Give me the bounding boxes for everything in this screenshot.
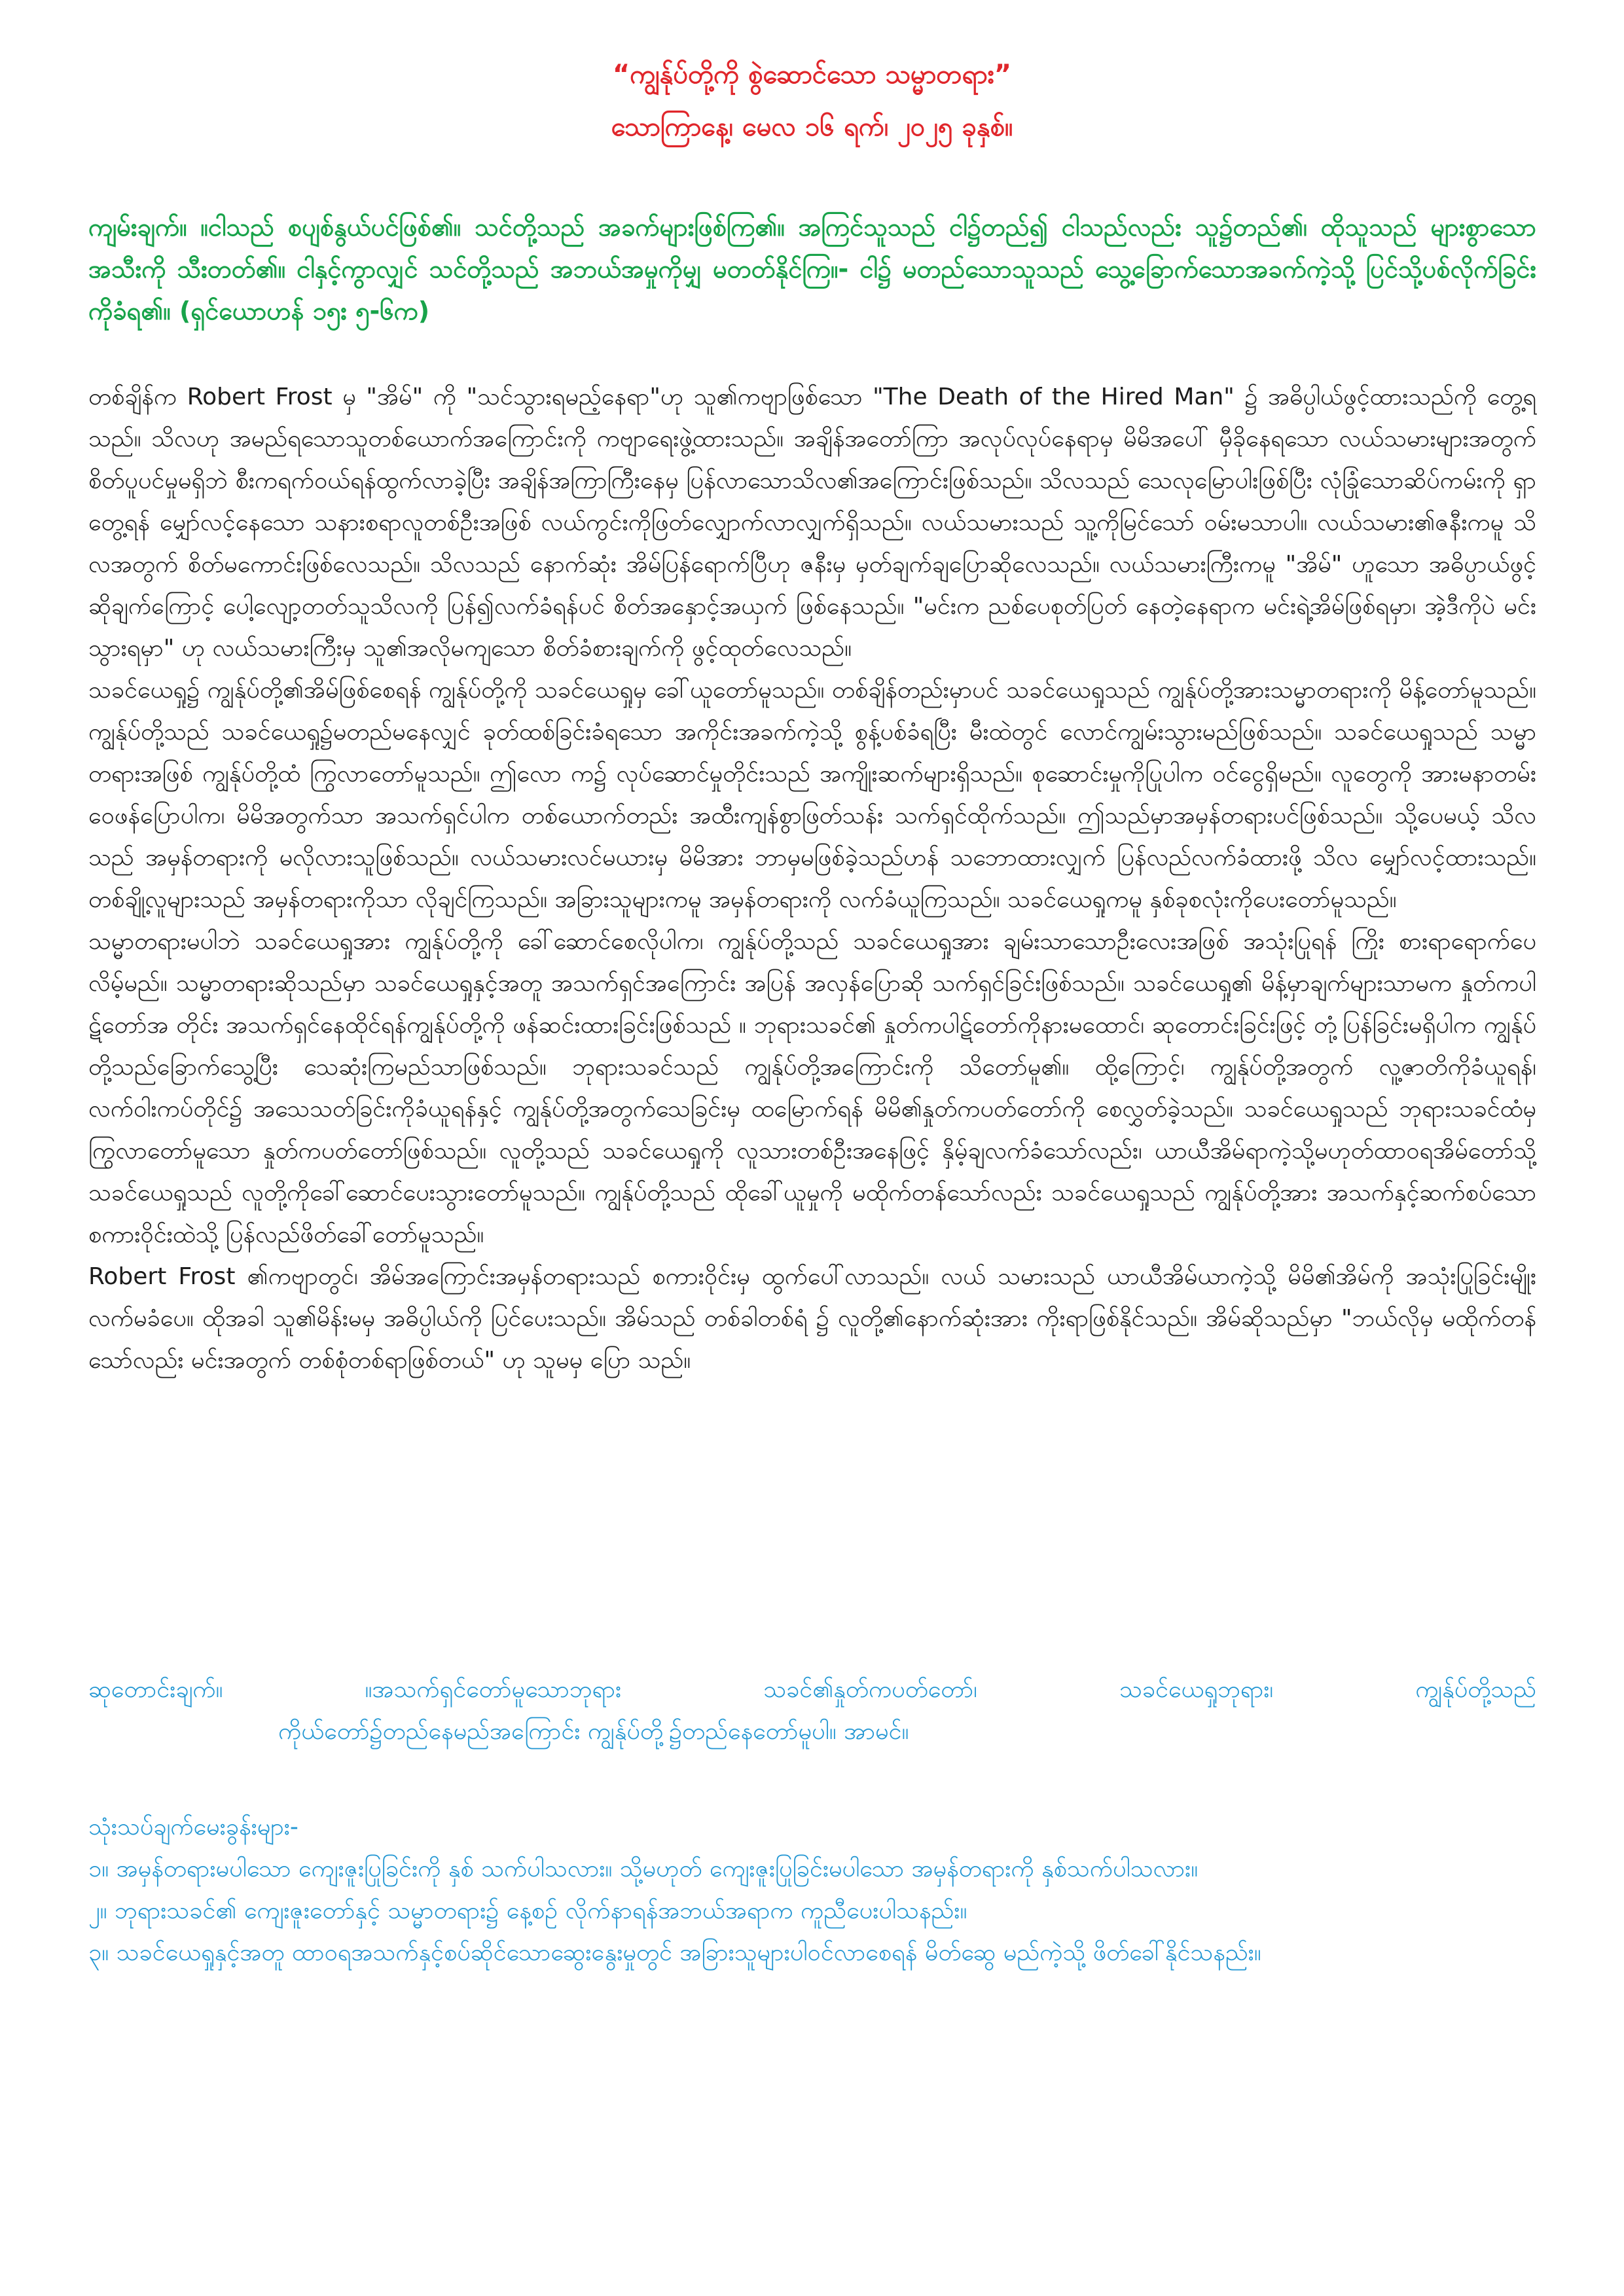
question-item: ၃။ သခင်ယေရှုနှင့်အတူ ထာဝရအသက်နှင့်စပ်ဆိုင်သောဆွေးနွေးမှုတွင် အခြားသူများပါဝင်လာစေရန် မိတ်ဆွေ မည်ကဲ့သို့ ဖိတ်ခေါ်နိုင်သနည်း။ xyxy=(88,1939,1261,1966)
questions-heading: သုံးသပ်ချက်မေးခွန်းများ- xyxy=(88,1814,298,1840)
prayer-part: ကျွန်ုပ်တို့သည် xyxy=(1415,1676,1536,1703)
prayer-continuation: ကိုယ်တော်၌တည်နေမည်အကြောင်း ကျွန်ုပ်တို့၌တည်နေတော်မူပါ။ အာမင်။ xyxy=(278,1718,909,1745)
prayer-part: ။အသက်ရှင်တော်မူသောဘုရား xyxy=(365,1676,622,1703)
body-paragraph: တစ်ချိန်က Robert Frost မှ "အိမ်" ကို "သင်သွားရမည့်နေရာ"ဟု သူ၏ကဗျာဖြစ်သော "The Death of the Hired Man" ၌ အဓိပ္ပါယ်ဖွင့်ထားသည်ကို တွေ့ရသည်။ သိလဟု အမည်ရသောသူတစ်ယောက်အကြောင်းကို ကဗျာရေးဖွဲ့ထားသည်။ အချိန်အတော်ကြာ အလုပ်လုပ်နေရာမှ မိမိအပေါ် မှီခိုနေရသော လယ်သမားများအတွက် စိတ်ပူပင်မှုမရှိဘဲ စီးကရက်ဝယ်ရန်ထွက်လာခဲ့ပြီး အချိန်အကြာကြီးနေမှ ပြန်လာသောသိလ၏အကြောင်းဖြစ်သည်။ သိလသည် သေလုမြောပါးဖြစ်ပြီး လုံခြုံသောဆိပ်ကမ်းကို ရှာတွေ့ရန် မျှော်လင့်နေသော သနားစရာလူတစ်ဦးအဖြစ် လယ်ကွင်းကိုဖြတ်လျှောက်လာလျှက်ရှိသည်။ လယ်သမားသည် သူ့ကိုမြင်သော် ဝမ်းမသာပါ။ လယ်သမား၏ဇနီးကမူ သိလအတွက် စိတ်မကောင်းဖြစ်လေသည်။ သိလသည် နောက်ဆုံး အိမ်ပြန်ရောက်ပြီဟု ဇနီးမှ မှတ်ချက်ချပြောဆိုလေသည်။ လယ်သမားကြီးကမူ "အိမ်" ဟူသော အဓိပ္ပာယ်ဖွင့်ဆိုချက်ကြောင့် ပေါ့လျော့တတ်သူသိလကို ပြန်၍လက်ခံရန်ပင် စိတ်အနှောင့်အယှက် ဖြစ်နေသည်။ "မင်းက ညစ်ပေစုတ်ပြတ် နေတဲ့နေရာက မင်းရဲ့အိမ်ဖြစ်ရမှာ၊ အဲ့ဒီကိုပဲ မင်းသွားရမှာ" ဟု လယ်သမားကြီးမှ သူ၏အလိုမကျသော စိတ်ခံစားချက်ကို ဖွင့်ထုတ်လေသည်။ xyxy=(88,384,1536,662)
prayer-label: ဆုတောင်းချက်။ xyxy=(88,1676,223,1703)
page-title: “ကျွန်ုပ်တို့ကို စွဲဆောင်သော သမ္မာတရား” xyxy=(612,60,1012,90)
prayer-section xyxy=(88,1669,1536,1753)
body-paragraph: သခင်ယေရှု၌ ကျွန်ုပ်တို့၏အိမ်ဖြစ်စေရန် ကျွန်ုပ်တို့ကို သခင်ယေရှုမှ ခေါ်ယူတော်မူသည်။ တစ်ချိန်တည်းမှာပင် သခင်ယေရှုသည် ကျွန်ုပ်တို့အားသမ္မာတရားကို မိန့်တော်မူသည်။ ကျွန်ုပ်တို့သည် သခင်ယေရှု၌မတည်မနေလျှင် ခုတ်ထစ်ခြင်းခံရသော အကိုင်းအခက်ကဲ့သို့ စွန့်ပစ်ခံရပြီး မီးထဲတွင် လောင်ကျွမ်းသွားမည်ဖြစ်သည်။ သခင်ယေရှုသည် သမ္မာတရားအဖြစ် ကျွန်ုပ်တို့ထံ ကြွလာတော်မူသည်။ ဤလော က၌ လုပ်ဆောင်မှုတိုင်းသည် အကျိုးဆက်များရှိသည်။ စုဆောင်းမှုကိုပြုပါက ဝင်ငွေရှိမည်။ လူတွေကို အားမနာတမ်းဝေဖန်ပြောပါက၊ မိမိအတွက်သာ အသက်ရှင်ပါက တစ်ယောက်တည်း အထီးကျန်စွာဖြတ်သန်း သက်ရှင်ထိုက်သည်။ ဤသည်မှာအမှန်တရားပင်ဖြစ်သည်။ သို့ပေမယ့် သိလသည် အမှန်တရားကို မလိုလားသူဖြစ်သည်။ လယ်သမားလင်မယားမှ မိမိအား ဘာမှမဖြစ်ခဲ့သည်ဟန် သဘောထားလျှက် ပြန်လည်လက်ခံထားဖို့ သိလ မျှော်လင့်ထားသည်။ တစ်ချို့လူများသည် အမှန်တရားကိုသာ လိုချင်ကြသည်။ အခြားသူများကမူ အမှန်တရားကို လက်ခံယူကြသည်။ သခင်ယေရှုကမူ နှစ်ခုစလုံးကိုပေးတော်မူသည်။ xyxy=(88,677,1536,913)
question-item: ၁။ အမှန်တရားမပါသော ကျေးဇူးပြုခြင်းကို နှစ် သက်ပါသလား။ သို့မဟုတ် ကျေးဇူးပြုခြင်းမပါသော အမှန်တရားကို နှစ်သက်ပါသလား။ xyxy=(88,1856,1199,1882)
body-paragraph: သမ္မာတရားမပါဘဲ သခင်ယေရှုအား ကျွန်ုပ်တို့ကို ခေါ်ဆောင်စေလိုပါက၊ ကျွန်ုပ်တို့သည် သခင်ယေရှုအား ချမ်းသာသောဦးလေးအဖြစ် အသုံးပြုရန် ကြိုး စားရာရောက်ပေလိမ့်မည်။ သမ္မာတရားဆိုသည်မှာ သခင်ယေရှုနှင့်အတူ အသက်ရှင်အကြောင်း အပြန် အလှန်ပြောဆို သက်ရှင်ခြင်းဖြစ်သည်။ သခင်ယေရှု၏ မိန့်မှာချက်များသာမက နှုတ်ကပါဋ်တော်အ တိုင်း အသက်ရှင်နေထိုင်ရန်ကျွန်ုပ်တို့ကို ဖန်ဆင်းထားခြင်းဖြစ်သည် ။ ဘုရားသခင်၏ နှုတ်ကပါဋ်တော်ကိုနားမထောင်၊ ဆုတောင်းခြင်းဖြင့် တုံ့ပြန်ခြင်းမရှိပါက ကျွန်ုပ်တို့သည်ခြောက်သွေ့ပြီး သေဆုံးကြမည်သာဖြစ်သည်။ ဘုရားသခင်သည် ကျွန်ုပ်တို့အကြောင်းကို သိတော်မူ၏။ ထို့ကြောင့်၊ ကျွန်ုပ်တို့အတွက် လူ့ဇာတိကိုခံယူရန်၊ လက်ဝါးကပ်တိုင်၌ အသေသတ်ခြင်းကိုခံယူရန်နှင့် ကျွန်ုပ်တို့အတွက်သေခြင်းမှ ထမြောက်ရန် မိမိ၏နှုတ်ကပတ်တော်ကို စေလွှတ်ခဲ့သည်။ သခင်ယေရှုသည် ဘုရားသခင်ထံမှ ကြွလာတော်မူသော နှုတ်ကပတ်တော်ဖြစ်သည်။ လူတို့သည် သခင်ယေရှုကို လူသားတစ်ဦးအနေဖြင့် နှိမ့်ချလက်ခံသော်လည်း၊ ယာယီအိမ်ရာကဲ့သို့မဟုတ်ထာဝရအိမ်တော်သို့ သခင်ယေရှုသည် လူတို့ကိုခေါ်ဆောင်ပေးသွားတော်မူသည်။ ကျွန်ုပ်တို့သည် ထိုခေါ်ယူမှုကို မထိုက်တန်သော်လည်း သခင်ယေရှုသည် ကျွန်ုပ်တို့အား အသက်နှင့်ဆက်စပ်သောစကားဝိုင်းထဲသို့ ပြန်လည်ဖိတ်ခေါ်တော်မူသည်။ xyxy=(88,928,1536,1248)
prayer-part: သခင်၏နှုတ်ကပတ်တော်၊ xyxy=(763,1676,977,1703)
question-item: ၂။ ဘုရားသခင်၏ ကျေးဇူးတော်နှင့် သမ္မာတရား၌ နေ့စဉ် လိုက်နာရန်အဘယ်အရာက ကူညီပေးပါသနည်း။ xyxy=(88,1897,967,1924)
devotional-body xyxy=(88,376,1536,1382)
prayer-first-line xyxy=(88,1669,1536,1711)
reflection-questions xyxy=(88,1806,1536,1974)
page-date: သောကြာနေ့၊ မေလ ၁၆ ရက်၊ ၂၀၂၅ ခုနှစ်။ xyxy=(611,112,1013,142)
body-paragraph: Robert Frost ၏ကဗျာတွင်၊ အိမ်အကြောင်းအမှန်တရားသည် စကားဝိုင်းမှ ထွက်ပေါ်လာသည်။ လယ် သမားသည် ယာယီအိမ်ယာကဲ့သို့ မိမိ၏အိမ်ကို အသုံးပြုခြင်းမျိုး လက်မခံပေ။ ထိုအခါ သူ၏မိန်းမမှ အဓိပ္ပါယ်ကို ပြင်ပေးသည်။ အိမ်သည် တစ်ခါတစ်ရံ ၌ လူတို့၏နောက်ဆုံးအား ကိုးရာဖြစ်နိုင်သည်။ အိမ်ဆိုသည်မှာ "ဘယ်လိုမှ မထိုက်တန်သော်လည်း မင်းအတွက် တစ်စုံတစ်ရာဖြစ်တယ်" ဟု သူမမှ ပြော သည်။ xyxy=(88,1263,1536,1374)
scripture-verse: ကျမ်းချက်။ ။ငါသည် စပျစ်နွယ်ပင်ဖြစ်၏။ သင်တို့သည် အခက်များဖြစ်ကြ၏။ အကြင်သူသည် ငါ၌တည်၍ ငါသည်လည်း သူ၌တည်၏၊ ထိုသူသည် များစွာသောအသီးကို သီးတတ်၏။ ငါနှင့်ကွာလျှင် သင်တို့သည် အဘယ်အမှုကိုမျှ မတတ်နိုင်ကြ။- ငါ၌ မတည်သောသူသည် သွေ့ခြောက်သောအခက်ကဲ့သို့ ပြင်သို့ပစ်လိုက်ခြင်းကိုခံရ၏။ (ရှင်ယောဟန် ၁၅း ၅-၆က) xyxy=(88,213,1536,325)
prayer-part: သခင်ယေရှုဘုရား၊ xyxy=(1119,1676,1274,1703)
